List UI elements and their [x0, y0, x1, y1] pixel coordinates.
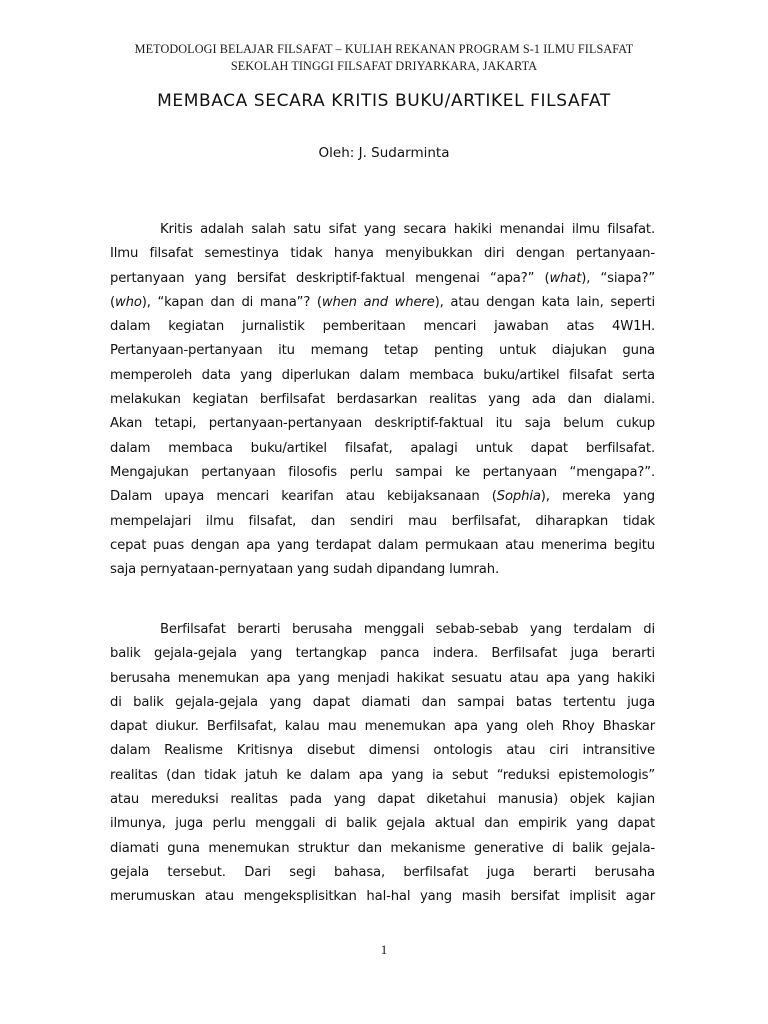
paragraph-line: berusaha menemukan apa yang menjadi hakikat sesuatu atau apa yang hakiki	[110, 670, 655, 686]
italic-term: who	[115, 294, 142, 310]
italic-term: when and where	[321, 294, 435, 310]
paragraph-1	[110, 218, 655, 582]
course-header	[0, 41, 768, 75]
paragraph-line: merumuskan atau mengeksplisitkan hal-hal yang masih bersifat implisit agar	[110, 889, 655, 905]
paragraph-line: atau mereduksi realitas pada yang dapat diketahui manusia) objek kajian	[110, 792, 655, 808]
paragraph-line: dalam kegiatan jurnalistik pemberitaan mencari jawaban atas 4W1H.	[110, 319, 655, 335]
paragraph-line: ilmunya, juga perlu menggali di balik gejala aktual dan empirik yang dapat	[110, 816, 655, 832]
paragraph-line: Kritis adalah salah satu sifat yang secara hakiki menandai ilmu filsafat.	[160, 222, 655, 237]
paragraph-line: Pertanyaan-pertanyaan itu memang tetap penting untuk diajukan guna	[110, 343, 655, 359]
paragraph-line: Dalam upaya mencari kearifan atau kebijaksanaan (Sophia), mereka yang	[110, 489, 656, 505]
paragraph-line: Mengajukan pertanyaan filosofis perlu sampai ke pertanyaan “mengapa?”.	[110, 464, 655, 480]
page-number: 1	[380, 942, 388, 957]
paragraph-line: cepat puas dengan apa yang terdapat dalam permukaan atau menerima begitu	[110, 537, 655, 553]
paragraph-line: saja pernyataan-pernyataan yang sudah dipandang lumrah.	[110, 562, 499, 578]
paragraph-line: balik gejala-gejala yang tertangkap panca indera. Berfilsafat juga berarti	[110, 646, 655, 662]
document-title: MEMBACA SECARA KRITIS BUKU/ARTIKEL FILSAFAT	[157, 91, 611, 111]
paragraph-line: Akan tetapi, pertanyaan-pertanyaan deskriptif-faktual itu saja belum cukup	[110, 416, 655, 432]
paragraph-line: dalam membaca buku/artikel filsafat, apalagi untuk dapat berfilsafat.	[110, 440, 655, 456]
paragraph-line: Ilmu filsafat semestinya tidak hanya menyibukkan diri dengan pertanyaan-	[110, 246, 655, 262]
paragraph-line: realitas (dan tidak jatuh ke dalam apa yang ia sebut “reduksi epistemologis”	[110, 767, 655, 783]
paragraph-line: dapat diukur. Berfilsafat, kalau mau menemukan apa yang oleh Rhoy Bhaskar	[110, 719, 655, 735]
course-header-line-2: SEKOLAH TINGGI FILSAFAT DRIYARKARA, JAKARTA	[230, 59, 538, 73]
paragraph-line: (who), “kapan dan di mana”? (when and where), atau dengan kata lain, seperti	[110, 294, 655, 310]
paragraph-line: pertanyaan yang bersifat deskriptif-faktual mengenai “apa?” (what), “siapa?”	[110, 270, 655, 286]
paragraph-line: melakukan kegiatan berfilsafat berdasarkan realitas yang ada dan dialami.	[110, 392, 655, 408]
paragraph-line: gejala tersebut. Dari segi bahasa, berfilsafat juga berarti berusaha	[110, 864, 655, 880]
document-author: Oleh: J. Sudarminta	[318, 145, 450, 161]
paragraph-line: memperoleh data yang diperlukan dalam membaca buku/artikel filsafat serta	[110, 367, 655, 383]
paragraph-line: diamati guna menemukan struktur dan mekanisme generative di balik gejala-	[110, 840, 655, 856]
paragraph-2	[110, 618, 655, 910]
paragraph-line: di balik gejala-gejala yang dapat diamati dan sampai batas tertentu juga	[110, 694, 655, 710]
paragraph-line: mempelajari ilmu filsafat, dan sendiri mau berfilsafat, diharapkan tidak	[110, 513, 655, 529]
course-header-line-1: METODOLOGI BELAJAR FILSAFAT – KULIAH REKANAN PROGRAM S-1 ILMU FILSAFAT	[134, 42, 634, 56]
paragraph-line: dalam Realisme Kritisnya disebut dimensi ontologis atau ciri intransitive	[110, 743, 655, 759]
italic-term: what	[549, 270, 582, 286]
paragraph-line: Berfilsafat berarti berusaha menggali sebab-sebab yang terdalam di	[160, 622, 655, 637]
italic-term: Sophia	[496, 489, 541, 505]
